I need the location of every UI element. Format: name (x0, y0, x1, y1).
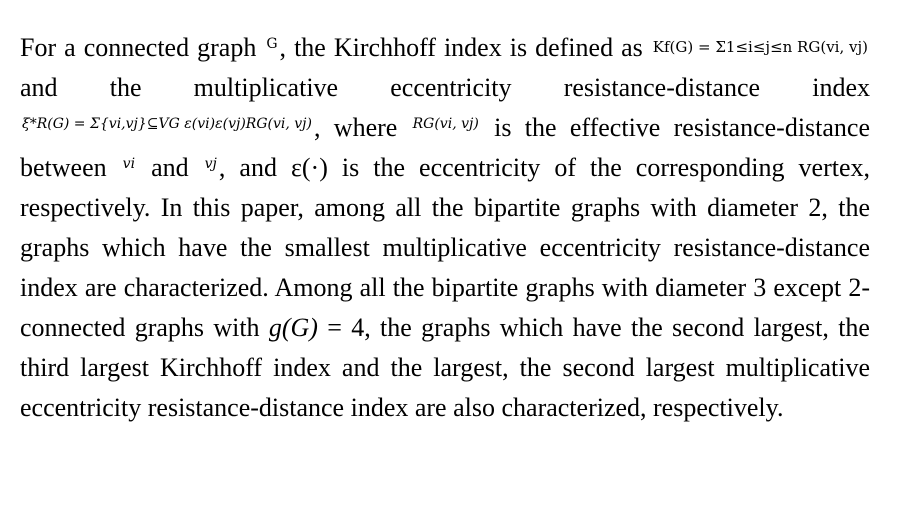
abstract-paragraph (20, 28, 870, 428)
abstract-text-5: is the effective resistance-distance between (20, 113, 870, 182)
abstract-text-3: and the multiplicative eccentricity resistance-distance index (20, 73, 870, 102)
abstract-text-7: , and ε(·) is the eccentricity of the corresponding vertex, respectively. In this paper, among all the bipartite graphs with diameter 2, the graphs which have the smallest multiplicative eccentricity resistance-distance index are characterized. Among all the bipartite graphs with diameter 3 except 2-connected graphs with (20, 153, 871, 342)
abstract-text-8: = 4, the graphs which have the second largest, the third largest Kirchhoff index and the largest, the second largest multiplicative eccentricity resistance-distance index are also characterized, respectively. (20, 313, 870, 422)
girth-expression: g(G) (268, 313, 318, 342)
vertex-i-symbol: vi (122, 156, 136, 173)
vertex-j-symbol: vj (204, 156, 217, 173)
graph-symbol: G (266, 36, 278, 53)
resistance-symbol: RG(vi, vj) (412, 116, 479, 133)
xi-formula: ξ*R(G) = Σ{vi,vj}⊆VG ε(vi)ε(vj)RG(vi, vj) (22, 116, 312, 133)
abstract-text-2: , the Kirchhoff index is defined as (279, 33, 651, 62)
abstract-text-6: and (137, 153, 203, 182)
abstract-text-4: , where (313, 113, 411, 142)
kirchhoff-formula: Kf(G) = Σ1≤i≤j≤n RG(vi, vj) (652, 38, 868, 57)
abstract-text-1: For a connected graph (20, 33, 265, 62)
